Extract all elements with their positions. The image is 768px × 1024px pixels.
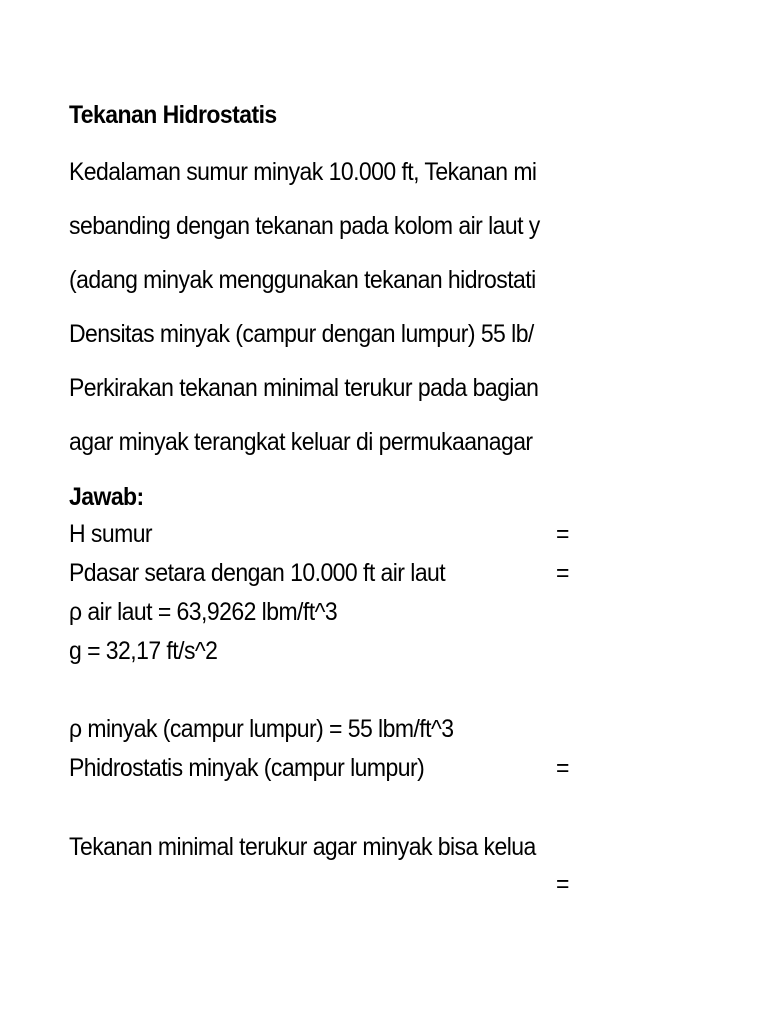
problem-line-4: Densitas minyak (campur dengan lumpur) 55 lb/ <box>69 320 534 348</box>
problem-line-5: Perkirakan tekanan minimal terukur pada bagian <box>69 374 539 402</box>
problem-line-3: (adang minyak menggunakan tekanan hidrostati <box>69 266 536 294</box>
gravity-value: g = 32,17 ft/s^2 <box>69 637 218 665</box>
tekanan-minimal-label: Tekanan minimal terukur agar minyak bisa kelua <box>69 833 536 861</box>
rho-air-laut: ρ air laut = 63,9262 lbm/ft^3 <box>69 598 338 626</box>
document-content <box>69 0 597 1024</box>
pdasar-equals: = <box>556 559 569 587</box>
problem-line-2: sebanding dengan tekanan pada kolom air laut y <box>69 212 540 240</box>
phidrostatis-equals: = <box>556 754 569 782</box>
tekanan-minimal-equals: = <box>556 870 569 898</box>
answer-heading: Jawab: <box>69 483 144 511</box>
problem-line-6: agar minyak terangkat keluar di permukaanagar <box>69 428 533 456</box>
phidrostatis-label: Phidrostatis minyak (campur lumpur) <box>69 754 425 782</box>
h-sumur-equals: = <box>556 520 569 548</box>
rho-minyak: ρ minyak (campur lumpur) = 55 lbm/ft^3 <box>69 715 454 743</box>
pdasar-label: Pdasar setara dengan 10.000 ft air laut <box>69 559 446 587</box>
document-title: Tekanan Hidrostatis <box>69 101 277 129</box>
problem-line-1: Kedalaman sumur minyak 10.000 ft, Tekanan mi <box>69 158 537 186</box>
h-sumur-label: H sumur <box>69 520 153 548</box>
